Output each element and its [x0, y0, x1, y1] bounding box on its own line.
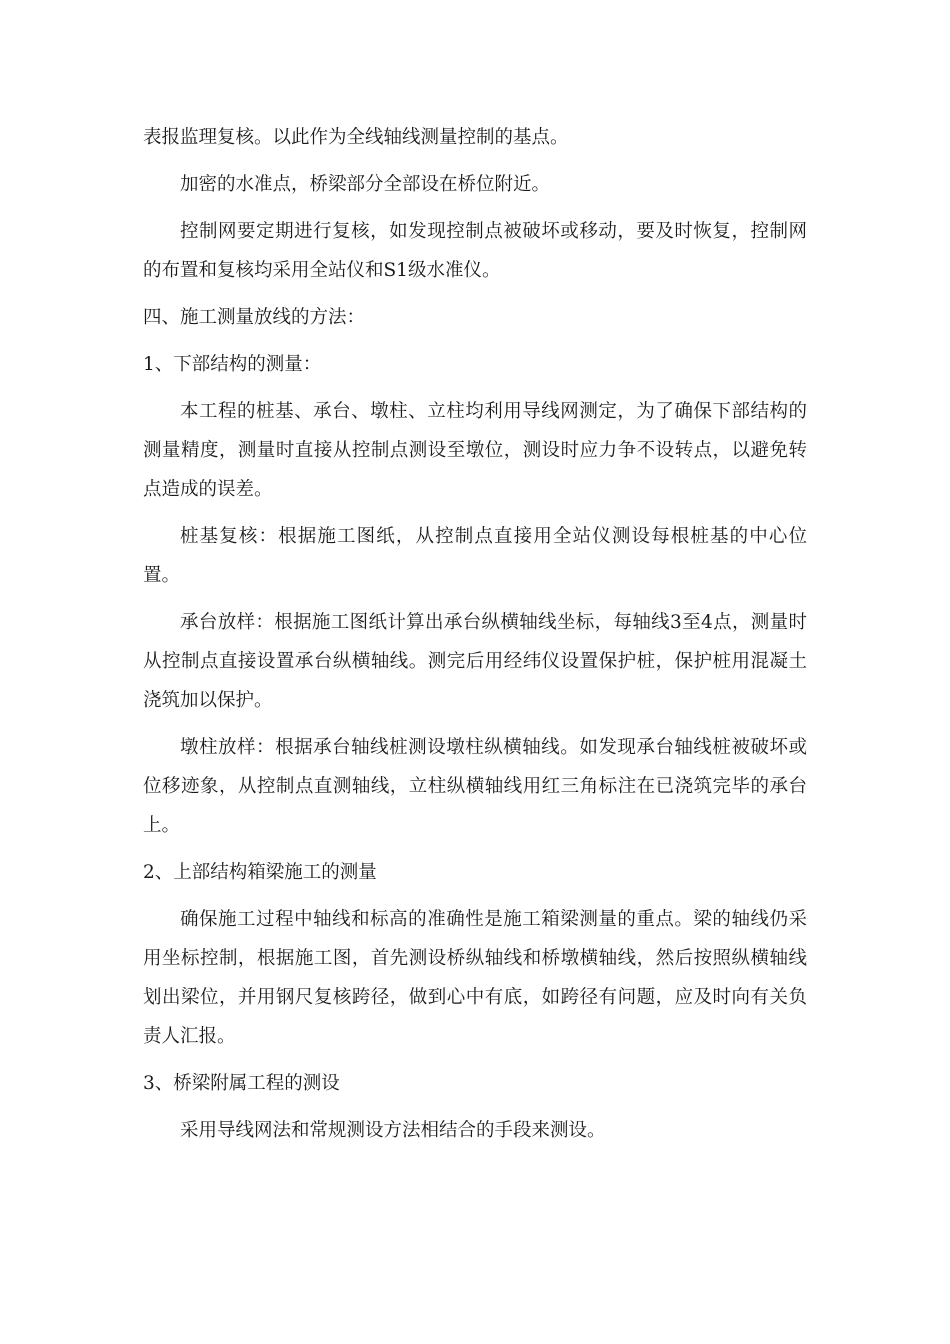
- document-page: [143, 118, 807, 1158]
- paragraph-box-girder: 确保施工过程中轴线和标高的准确性是施工箱梁测量的重点。梁的轴线仍采用坐标控制，根据施工图，首先测设桥纵轴线和桥墩横轴线，然后按照纵横轴线划出梁位，并用钢尺复核跨径，做到心中有底，如跨径有问题，应及时向有关负责人汇报。: [143, 909, 807, 1047]
- paragraph-pier-layout: 墩柱放样：根据承台轴线桩测设墩柱纵横轴线。如发现承台轴线桩被破坏或位移迹象，从控制点直测轴线，立柱纵横轴线用红三角标注在已浇筑完毕的承台上。: [143, 737, 807, 836]
- paragraph-ancillary: 采用导线网法和常规测设方法相结合的手段来测设。: [180, 1120, 606, 1141]
- paragraph-substructure: 本工程的桩基、承台、墩柱、立柱均利用导线网测定，为了确保下部结构的测量精度，测量时直接从控制点测设至墩位，测设时应力争不设转点，以避免转点造成的误差。: [143, 401, 807, 500]
- paragraph-control-network: 控制网要定期进行复核，如发现控制点被破坏或移动，要及时恢复，控制网的布置和复核均采用全站仪和S1级水准仪。: [143, 221, 807, 281]
- subheading-superstructure: 2、上部结构箱梁施工的测量: [143, 862, 377, 883]
- paragraph-cap-layout: 承台放样：根据施工图纸计算出承台纵横轴线坐标，每轴线3至4点，测量时从控制点直接设置承台纵横轴线。测完后用经纬仪设置保护桩，保护桩用混凝土浇筑加以保护。: [143, 612, 807, 711]
- paragraph-pile-check: 桩基复核：根据施工图纸，从控制点直接用全站仪测设每根桩基的中心位置。: [143, 526, 807, 586]
- paragraph-benchmark: 加密的水准点，桥梁部分全部设在桥位附近。: [180, 174, 551, 195]
- paragraph-continuation: 表报监理复核。以此作为全线轴线测量控制的基点。: [143, 127, 569, 148]
- subheading-ancillary: 3、桥梁附属工程的测设: [143, 1073, 340, 1094]
- section-heading-methods: 四、施工测量放线的方法：: [143, 307, 366, 328]
- subheading-substructure: 1、下部结构的测量：: [143, 354, 322, 375]
